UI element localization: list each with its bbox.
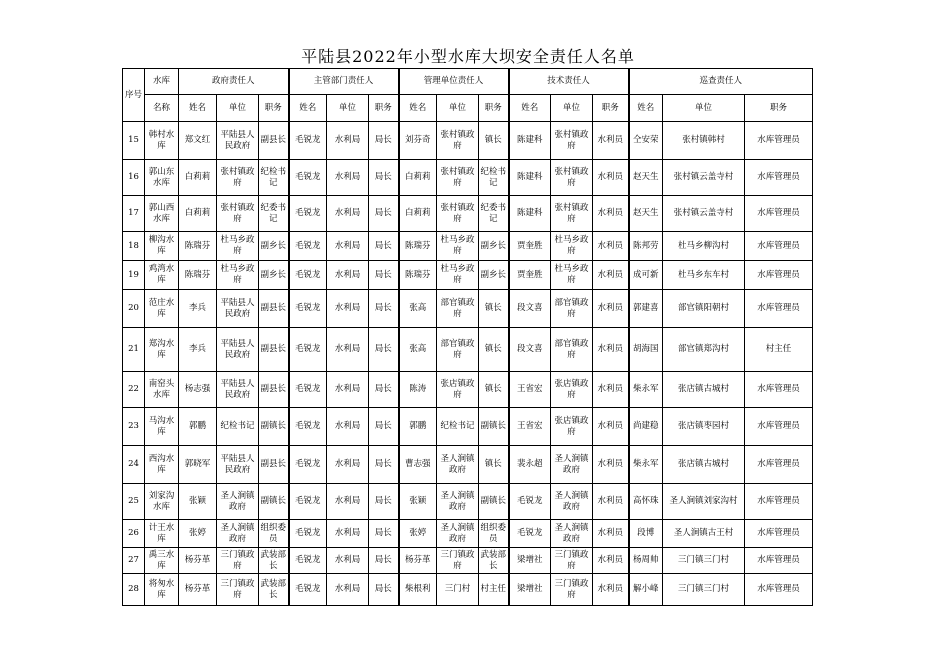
table-row: [123, 196, 813, 232]
table-cell: 局长: [369, 520, 399, 548]
table-cell: 张村镇政府: [551, 160, 593, 196]
table-cell: 西沟水库: [145, 446, 179, 484]
table-row: [123, 328, 813, 372]
table-cell: 纪委书记: [479, 196, 509, 232]
table-cell: 副镇长: [479, 408, 509, 446]
table-cell: 村主任: [745, 328, 813, 372]
table-cell: 杜马乡政府: [437, 232, 479, 261]
table-cell: 白莉莉: [179, 196, 217, 232]
table-row: [123, 408, 813, 446]
header-sub-title: 职务: [593, 95, 629, 122]
table-cell: 毛锐龙: [289, 574, 327, 606]
table-cell: 张店镇古城村: [663, 446, 745, 484]
table-cell: 毛锐龙: [289, 372, 327, 408]
table-cell: 局长: [369, 261, 399, 290]
table-cell: 水利局: [327, 290, 369, 328]
table-cell: 村主任: [479, 574, 509, 606]
table-cell: 毛锐龙: [289, 196, 327, 232]
table-cell: 张店镇政府: [437, 372, 479, 408]
table-cell: 水利局: [327, 446, 369, 484]
table-cell: 郭鹏: [399, 408, 437, 446]
table-cell: 杜马乡政府: [217, 232, 259, 261]
table-cell: 张婷: [399, 520, 437, 548]
table-cell: 平陆县人民政府: [217, 328, 259, 372]
table-cell: 柴永军: [629, 446, 663, 484]
table-cell: 张村镇政府: [217, 160, 259, 196]
header-sub-title: 职务: [745, 95, 813, 122]
table-cell: 部官镇政府: [551, 290, 593, 328]
responsibility-table: [122, 68, 813, 606]
table-cell: 杜马乡柳沟村: [663, 232, 745, 261]
table-cell: 陈建科: [509, 122, 551, 160]
table-cell: 副县长: [259, 446, 289, 484]
table-cell: 镇长: [479, 372, 509, 408]
header-group-mgmt: 管理单位责任人: [399, 69, 509, 95]
table-cell: 毛锐龙: [289, 160, 327, 196]
table-cell: 水利员: [593, 520, 629, 548]
table-cell: 鸡湾水库: [145, 261, 179, 290]
table-cell: 圣人涧镇政府: [217, 520, 259, 548]
table-cell: 张村镇政府: [437, 160, 479, 196]
header-sub-name: 姓名: [629, 95, 663, 122]
table-cell: 局长: [369, 548, 399, 574]
table-cell: 杨芬革: [399, 548, 437, 574]
table-cell: 毛锐龙: [289, 408, 327, 446]
table-cell: 水利局: [327, 232, 369, 261]
table-cell: 圣人涧镇古王村: [663, 520, 745, 548]
header-sub-unit: 单位: [551, 95, 593, 122]
table-cell: 张高: [399, 290, 437, 328]
table-cell: 李兵: [179, 290, 217, 328]
table-cell: 水利员: [593, 408, 629, 446]
table-cell: 组织委员: [479, 520, 509, 548]
table-cell: 陈建科: [509, 160, 551, 196]
table-cell: 部官镇阳朝村: [663, 290, 745, 328]
table-cell: 副县长: [259, 290, 289, 328]
header-sub-unit: 单位: [327, 95, 369, 122]
table-row: [123, 372, 813, 408]
table-cell: 15: [123, 122, 145, 160]
table-cell: 镇长: [479, 290, 509, 328]
table-cell: 白莉莉: [179, 160, 217, 196]
table-cell: 27: [123, 548, 145, 574]
table-cell: 贾奎胜: [509, 261, 551, 290]
table-cell: 水利员: [593, 160, 629, 196]
table-cell: 三门镇政府: [551, 574, 593, 606]
table-cell: 张店镇古城村: [663, 372, 745, 408]
table-cell: 水库管理员: [745, 160, 813, 196]
table-cell: 副乡长: [259, 261, 289, 290]
table-cell: 张村镇云盖寺村: [663, 196, 745, 232]
table-cell: 郭山东水库: [145, 160, 179, 196]
table-cell: 马沟水库: [145, 408, 179, 446]
table-cell: 水利员: [593, 261, 629, 290]
table-row: [123, 548, 813, 574]
table-cell: 张店镇政府: [551, 372, 593, 408]
table-cell: 25: [123, 484, 145, 520]
table-row: [123, 160, 813, 196]
table-cell: 水利局: [327, 122, 369, 160]
table-cell: 郭山西水库: [145, 196, 179, 232]
table-cell: 局长: [369, 328, 399, 372]
table-cell: 副乡长: [479, 261, 509, 290]
table-cell: 圣人涧镇政府: [437, 520, 479, 548]
table-row: [123, 290, 813, 328]
table-cell: 水利员: [593, 484, 629, 520]
table-cell: 26: [123, 520, 145, 548]
header-sub-unit: 单位: [217, 95, 259, 122]
header-sub-name: 姓名: [509, 95, 551, 122]
table-cell: 组织委员: [259, 520, 289, 548]
table-cell: 杜马乡政府: [437, 261, 479, 290]
table-cell: 柳沟水库: [145, 232, 179, 261]
table-cell: 水库管理员: [745, 484, 813, 520]
table-cell: 平陆县人民政府: [217, 290, 259, 328]
table-cell: 张店镇枣园村: [663, 408, 745, 446]
table-cell: 陈瑞芬: [179, 261, 217, 290]
table-cell: 镇长: [479, 328, 509, 372]
table-cell: 毛锐龙: [509, 520, 551, 548]
table-cell: 三门村: [437, 574, 479, 606]
table-cell: 计王水库: [145, 520, 179, 548]
table-cell: 水利局: [327, 520, 369, 548]
table-cell: 水库管理员: [745, 290, 813, 328]
table-cell: 郑沟水库: [145, 328, 179, 372]
header-sub-title: 职务: [479, 95, 509, 122]
table-cell: 张村镇政府: [437, 196, 479, 232]
table-cell: 高怀珠: [629, 484, 663, 520]
table-cell: 张村镇政府: [217, 196, 259, 232]
table-cell: 毛锐龙: [289, 484, 327, 520]
table-cell: 水利局: [327, 328, 369, 372]
table-cell: 局长: [369, 122, 399, 160]
header-name: 名称: [145, 95, 179, 122]
table-cell: 贾奎胜: [509, 232, 551, 261]
table-cell: 杜马乡政府: [217, 261, 259, 290]
table-cell: 水利员: [593, 446, 629, 484]
table-cell: 陈瑞芬: [179, 232, 217, 261]
table-cell: 张店镇政府: [551, 408, 593, 446]
header-sub-name: 姓名: [179, 95, 217, 122]
table-cell: 圣人涧镇刘家沟村: [663, 484, 745, 520]
table-cell: 陈建科: [509, 196, 551, 232]
table-cell: 水库管理员: [745, 574, 813, 606]
table-cell: 张村镇政府: [551, 196, 593, 232]
table-cell: 水利员: [593, 122, 629, 160]
table-cell: 水库管理员: [745, 196, 813, 232]
table-cell: 平陆县人民政府: [217, 122, 259, 160]
table-cell: 局长: [369, 290, 399, 328]
table-cell: 局长: [369, 484, 399, 520]
table-cell: 郑文红: [179, 122, 217, 160]
table-cell: 23: [123, 408, 145, 446]
header-group-dept: 主管部门责任人: [289, 69, 399, 95]
table-cell: 水利员: [593, 574, 629, 606]
table-row: [123, 232, 813, 261]
table-cell: 平陆县人民政府: [217, 372, 259, 408]
table-cell: 刘家沟水库: [145, 484, 179, 520]
header-group-patrol: 巡查责任人: [629, 69, 813, 95]
table-cell: 陈瑞芬: [399, 261, 437, 290]
table-cell: 圣人涧镇政府: [437, 446, 479, 484]
table-cell: 局长: [369, 446, 399, 484]
table-row: [123, 520, 813, 548]
table-cell: 杨芬革: [179, 548, 217, 574]
header-group-tech: 技术责任人: [509, 69, 629, 95]
table-cell: 段博: [629, 520, 663, 548]
table-cell: 水利员: [593, 232, 629, 261]
table-cell: 杜马乡东车村: [663, 261, 745, 290]
table-cell: 副镇长: [479, 484, 509, 520]
table-cell: 纪检书记: [217, 408, 259, 446]
table-cell: 部官镇郑沟村: [663, 328, 745, 372]
table-cell: 南窑头水库: [145, 372, 179, 408]
table-cell: 张颖: [399, 484, 437, 520]
table-cell: 裴永超: [509, 446, 551, 484]
table-cell: 17: [123, 196, 145, 232]
table-cell: 曹志强: [399, 446, 437, 484]
table-cell: 白莉莉: [399, 160, 437, 196]
table-cell: 毛锐龙: [509, 484, 551, 520]
table-cell: 圣人涧镇政府: [551, 484, 593, 520]
table-cell: 水利局: [327, 548, 369, 574]
table-cell: 部官镇政府: [437, 290, 479, 328]
table-cell: 18: [123, 232, 145, 261]
table-row: [123, 484, 813, 520]
table-cell: 杨志强: [179, 372, 217, 408]
table-cell: 范庄水库: [145, 290, 179, 328]
table-cell: 刘芬奇: [399, 122, 437, 160]
table-cell: 水库管理员: [745, 408, 813, 446]
table-cell: 水库管理员: [745, 232, 813, 261]
table-cell: 水利局: [327, 574, 369, 606]
table-cell: 22: [123, 372, 145, 408]
table-cell: 柴根利: [399, 574, 437, 606]
table-cell: 武装部长: [259, 574, 289, 606]
table-cell: 水库管理员: [745, 446, 813, 484]
table-cell: 陈瑞芬: [399, 232, 437, 261]
table-cell: 19: [123, 261, 145, 290]
header-row-groups: [123, 69, 813, 95]
table-cell: 水利员: [593, 290, 629, 328]
table-cell: 圣人涧镇政府: [551, 446, 593, 484]
table-cell: 张村镇政府: [437, 122, 479, 160]
table-row: [123, 574, 813, 606]
table-cell: 部官镇政府: [551, 328, 593, 372]
header-sub-name: 姓名: [289, 95, 327, 122]
table-row: [123, 122, 813, 160]
table-cell: 白莉莉: [399, 196, 437, 232]
header-sub-title: 职务: [369, 95, 399, 122]
table-cell: 段文喜: [509, 290, 551, 328]
table-cell: 成可新: [629, 261, 663, 290]
table-cell: 纪委书记: [259, 196, 289, 232]
table-cell: 水利员: [593, 548, 629, 574]
document-title: 平陆县2022年小型水库大坝安全责任人名单: [301, 47, 635, 66]
table-cell: 副县长: [259, 372, 289, 408]
table-cell: 赵天生: [629, 196, 663, 232]
table-cell: 三门镇政府: [437, 548, 479, 574]
table-cell: 尚建稳: [629, 408, 663, 446]
table-cell: 24: [123, 446, 145, 484]
table-cell: 平陆县人民政府: [217, 446, 259, 484]
table-cell: 水利局: [327, 408, 369, 446]
table-cell: 毛锐龙: [289, 520, 327, 548]
table-cell: 水利局: [327, 261, 369, 290]
table-cell: 部官镇政府: [437, 328, 479, 372]
table-row: [123, 446, 813, 484]
table-cell: 张颖: [179, 484, 217, 520]
header-group-gov: 政府责任人: [179, 69, 289, 95]
table-cell: 梁增社: [509, 574, 551, 606]
header-sub-unit: 单位: [437, 95, 479, 122]
table-cell: 李兵: [179, 328, 217, 372]
table-cell: 16: [123, 160, 145, 196]
table-cell: 三门镇三门村: [663, 574, 745, 606]
table-cell: 副乡长: [259, 232, 289, 261]
table-cell: 三门镇三门村: [663, 548, 745, 574]
table-cell: 禹三水库: [145, 548, 179, 574]
table-cell: 毛锐龙: [289, 122, 327, 160]
table-cell: 纪检书记: [437, 408, 479, 446]
table-cell: 杨周帅: [629, 548, 663, 574]
table-row: [123, 261, 813, 290]
table-cell: 赵天生: [629, 160, 663, 196]
header-reservoir: 水库: [145, 69, 179, 95]
table-cell: 杜马乡政府: [551, 261, 593, 290]
table-cell: 郭鹏: [179, 408, 217, 446]
table-cell: 圣人涧镇政府: [551, 520, 593, 548]
table-cell: 28: [123, 574, 145, 606]
table-cell: 陈涛: [399, 372, 437, 408]
table-cell: 郭建喜: [629, 290, 663, 328]
table-cell: 解小峰: [629, 574, 663, 606]
table-cell: 郭晓军: [179, 446, 217, 484]
table-cell: 毛锐龙: [289, 290, 327, 328]
table-cell: 韩村水库: [145, 122, 179, 160]
table-cell: 张婷: [179, 520, 217, 548]
table-cell: 副县长: [259, 328, 289, 372]
table-cell: 张村镇政府: [551, 122, 593, 160]
table-cell: 毛锐龙: [289, 261, 327, 290]
table-cell: 三门镇政府: [217, 548, 259, 574]
table-cell: 杜马乡政府: [551, 232, 593, 261]
table-cell: 局长: [369, 408, 399, 446]
table-cell: 圣人涧镇政府: [217, 484, 259, 520]
table-cell: 毛锐龙: [289, 446, 327, 484]
table-cell: 张高: [399, 328, 437, 372]
table-cell: 纪检书记: [479, 160, 509, 196]
table-cell: 张村镇云盖寺村: [663, 160, 745, 196]
table-cell: 21: [123, 328, 145, 372]
table-cell: 局长: [369, 574, 399, 606]
table-cell: 副县长: [259, 122, 289, 160]
header-row-sub: [123, 95, 813, 122]
table-cell: 三门镇政府: [551, 548, 593, 574]
header-sub-title: 职务: [259, 95, 289, 122]
table-cell: 20: [123, 290, 145, 328]
header-sub-name: 姓名: [399, 95, 437, 122]
table-cell: 段文喜: [509, 328, 551, 372]
table-cell: 杨芬革: [179, 574, 217, 606]
table-cell: 张村镇韩村: [663, 122, 745, 160]
table-cell: 王省宏: [509, 408, 551, 446]
table-cell: 水利局: [327, 372, 369, 408]
header-sub-unit: 单位: [663, 95, 745, 122]
table-cell: 副镇长: [259, 484, 289, 520]
table-cell: 毛锐龙: [289, 548, 327, 574]
table-cell: 毛锐龙: [289, 232, 327, 261]
table-cell: 镇长: [479, 446, 509, 484]
table-cell: 水库管理员: [745, 261, 813, 290]
table-cell: 副镇长: [259, 408, 289, 446]
table-cell: 水利员: [593, 328, 629, 372]
table-cell: 胡海国: [629, 328, 663, 372]
table-cell: 副乡长: [479, 232, 509, 261]
table-cell: 局长: [369, 196, 399, 232]
table-cell: 镇长: [479, 122, 509, 160]
table-cell: 水利员: [593, 372, 629, 408]
table-cell: 水利员: [593, 196, 629, 232]
table-cell: 三门镇政府: [217, 574, 259, 606]
table-cell: 水利局: [327, 160, 369, 196]
table-cell: 局长: [369, 160, 399, 196]
table-cell: 圣人涧镇政府: [437, 484, 479, 520]
table-cell: 水库管理员: [745, 122, 813, 160]
table-cell: 局长: [369, 232, 399, 261]
table-cell: 水库管理员: [745, 372, 813, 408]
table-cell: 纪检书记: [259, 160, 289, 196]
table-cell: 水库管理员: [745, 520, 813, 548]
table-cell: 柴永军: [629, 372, 663, 408]
table-cell: 水库管理员: [745, 548, 813, 574]
table-cell: 将匆水库: [145, 574, 179, 606]
header-seq: 序号: [123, 69, 145, 122]
table-cell: 水利局: [327, 484, 369, 520]
table-cell: 王省宏: [509, 372, 551, 408]
table-cell: 武装部长: [479, 548, 509, 574]
table-cell: 局长: [369, 372, 399, 408]
table-cell: 水利局: [327, 196, 369, 232]
table-cell: 仝安荣: [629, 122, 663, 160]
table-cell: 毛锐龙: [289, 328, 327, 372]
table-cell: 武装部长: [259, 548, 289, 574]
table-cell: 梁增社: [509, 548, 551, 574]
table-cell: 陈邦劳: [629, 232, 663, 261]
